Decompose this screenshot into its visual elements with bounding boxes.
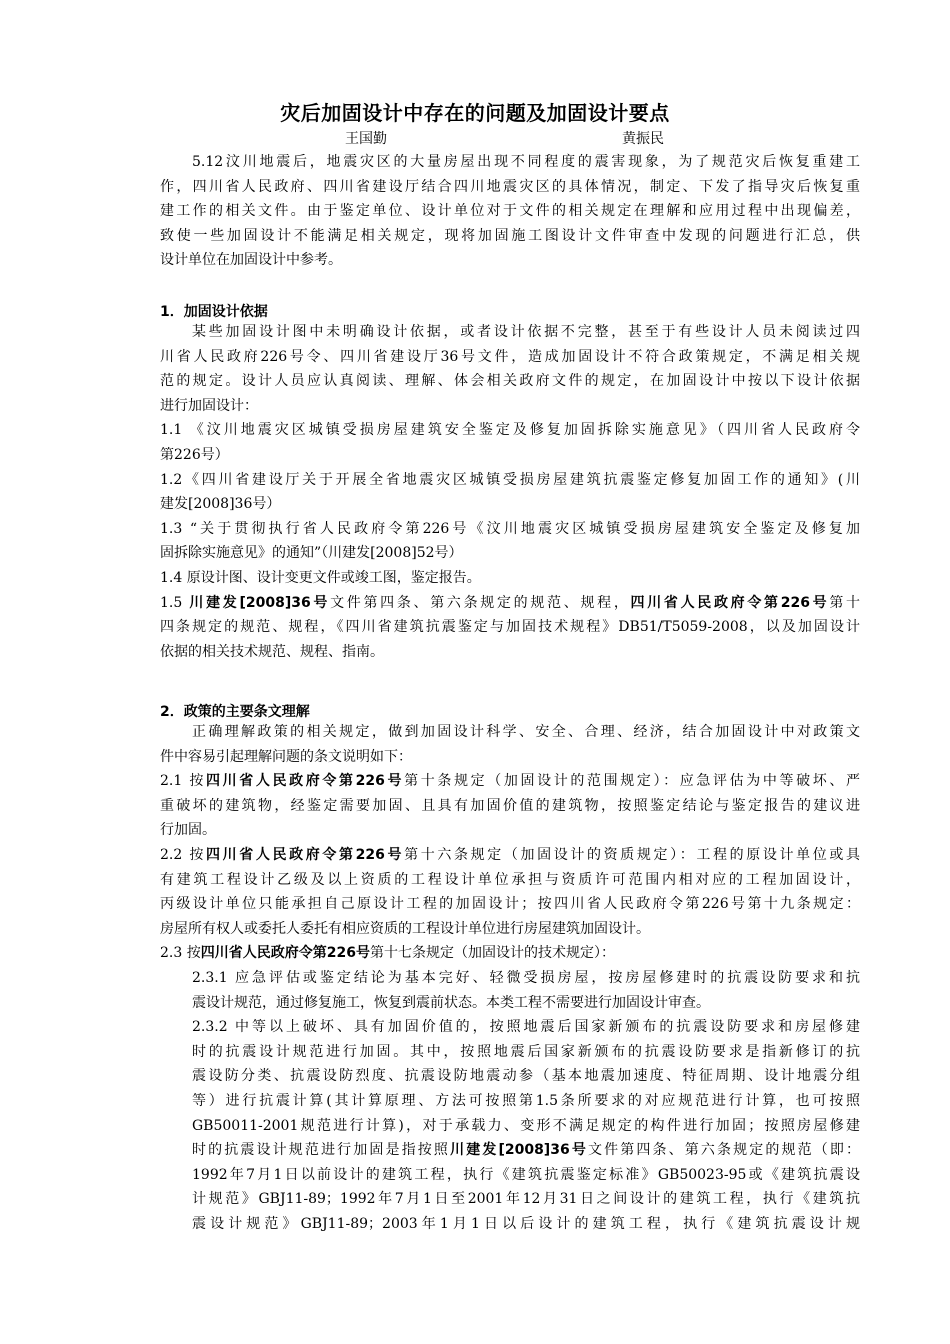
paragraph-line: 正确理解政策的相关规定，做到加固设计科学、安全、合理、经济，结合加固设计中对政策文: [192, 724, 860, 740]
item-2-2-line: 有建筑工程设计乙级及以上资质的工程设计单位承担与资质许可范围内相对应的工程加固设计，: [160, 871, 860, 888]
intro-line: 作，四川省人民政府、四川省建设厅结合四川地震灾区的具体情况，制定、下发了指导灾后恢复重: [160, 178, 860, 195]
author-1: 王国勤: [345, 131, 387, 147]
item-2-2-line: 房屋所有权人或委托人委托有相应资质的工程设计单位进行房屋建筑加固设计。: [160, 920, 650, 937]
item-1-2-line: 建发[2008]36号）: [160, 496, 281, 513]
item-1-5-line: 依据的相关技术规范、规程、指南。: [160, 643, 384, 660]
paragraph-line: 进行加固设计：: [160, 397, 258, 414]
item-1-1-line: 1.1 《汶川地震灾区城镇受损房屋建筑安全鉴定及修复加固拆除实施意见》（四川省人民政府令: [160, 422, 860, 439]
section-2-heading: 2．政策的主要条文理解: [160, 704, 310, 720]
section-1-heading: 1．加固设计依据: [160, 304, 268, 320]
item-text: 2.1 按: [160, 773, 206, 790]
item-1-1-line: 第226号）: [160, 446, 229, 463]
bold-reference: 川建发[2008]36号: [189, 594, 331, 611]
item-2-2-line: [160, 843, 860, 868]
item-1-4-line: 1.4 原设计图、设计变更文件或竣工图，鉴定报告。: [160, 569, 481, 586]
item-2-3-2-line: 2.3.2 中等以上破坏、具有加固价值的，按照地震后国家新颁布的抗震设防要求和房屋修建: [192, 1019, 860, 1036]
item-text: 2.2 按: [160, 846, 206, 863]
intro-line: 5.12汶川地震后，地震灾区的大量房屋出现不同程度的震害现象，为了规范灾后恢复重建工: [192, 154, 860, 170]
item-text: 文件第四条、第六条规定的规范（即：: [587, 1142, 860, 1159]
paragraph-line: 范的规定。设计人员应认真阅读、理解、体会相关政府文件的规定，在加固设计中按以下设计依据: [160, 373, 860, 390]
item-2-2-line: 丙级设计单位只能承担自己原设计工程的加固设计；按四川省人民政府令第226号第十九条规定：: [160, 896, 860, 913]
item-2-3-1-line: 2.3.1 应急评估或鉴定结论为基本完好、轻微受损房屋，按房屋修建时的抗震设防要求和抗: [192, 970, 860, 986]
paragraph-line: 件中容易引起理解问题的条文说明如下：: [160, 748, 412, 765]
intro-line: 建工作的相关文件。由于鉴定单位、设计单位对于文件的相关规定在理解和应用过程中出现偏差，: [160, 203, 860, 220]
item-2-3-2-line: 震设计规范》GBJ11-89；2003年1月1日以后设计的建筑工程，执行《建筑抗震设计规: [192, 1215, 860, 1232]
bold-reference: 四川省人民政府令第226号: [200, 945, 370, 962]
item-text: 第十七条规定（加固设计的技术规定）：: [369, 945, 615, 962]
item-1-5-line: 四条规定的规范、规程，《四川省建筑抗震鉴定与加固技术规程》DB51/T5059-2008，以及加固设计: [160, 619, 860, 636]
item-1-2-line: 1.2《四川省建设厅关于开展全省地震灾区城镇受损房屋建筑抗震鉴定修复加固工作的通知》(川: [160, 471, 860, 488]
item-2-3-2-line: 时的抗震设计规范进行加固。其中，按照地震后国家新颁布的抗震设防要求是指新修订的抗: [192, 1043, 860, 1060]
bold-reference: 川建发[2008]36号: [450, 1142, 588, 1159]
bold-reference: 四川省人民政府令第226号: [205, 773, 405, 790]
item-text: 第十六条规定（加固设计的资质规定）：工程的原设计单位或具: [404, 846, 860, 863]
item-1-3-line: 固拆除实施意见》的通知”（川建发[2008]52号）: [160, 545, 463, 562]
item-2-3-2-line: 计规范》GBJ11-89；1992年7月1日至2001年12月31日之间设计的建筑工程，执行《建筑抗: [192, 1191, 860, 1208]
item-text: 第十条规定（加固设计的范围规定）：应急评估为中等破坏、严: [404, 773, 860, 790]
intro-line: 致使一些加固设计不能满足相关规定，现将加固施工图设计文件审查中发现的问题进行汇总，供: [160, 227, 860, 244]
item-text: 文件第四条、第六条规定的规范、规程，: [330, 594, 631, 611]
item-2-3-2-line: GB50011-2001规范进行计算)，对于承载力、变形不满足规定的构件进行加固；按照房屋修建: [192, 1117, 860, 1134]
intro-line: 设计单位在加固设计中参考。: [160, 252, 342, 269]
paragraph-line: 某些加固设计图中未明确设计依据，或者设计依据不完整，甚至于有些设计人员未阅读过四: [192, 324, 860, 340]
item-2-3-1-line: 震设计规范，通过修复施工，恢复到震前状态。本类工程不需要进行加固设计审查。: [192, 994, 710, 1011]
item-2-3-line: [160, 941, 860, 966]
document-title: 灾后加固设计中存在的问题及加固设计要点: [280, 101, 670, 125]
item-text: 第十: [829, 594, 860, 611]
item-text: 1.5: [160, 594, 190, 611]
item-text: 时的抗震设计规范进行加固是指按照: [192, 1142, 451, 1159]
item-2-1-line: 行加固。: [160, 822, 216, 839]
item-2-3-2-line: 震设防分类、抗震设防烈度、抗震设防地震动参（基本地震加速度、特征周期、设计地震分组: [192, 1068, 860, 1085]
item-2-1-line: 重破坏的建筑物，经鉴定需要加固、且具有加固价值的建筑物，按照鉴定结论与鉴定报告的建议进: [160, 797, 860, 814]
section-2-3-subitems: [192, 966, 860, 1237]
item-1-3-line: 1.3 “关于贯彻执行省人民政府令第226号《汶川地震灾区城镇受损房屋建筑安全鉴定及修复加: [160, 520, 860, 537]
item-2-3-2-line: [192, 1138, 860, 1163]
item-2-3-2-line: 1992年7月1日以前设计的建筑工程，执行《建筑抗震鉴定标准》GB50023-95或《建筑抗震设: [192, 1166, 860, 1183]
paragraph-line: 川省人民政府226号令、四川省建设厅36号文件，造成加固设计不符合政策规定，不满足相关规: [160, 348, 860, 365]
item-2-1-line: [160, 769, 860, 794]
author-2: 黄振民: [622, 131, 664, 147]
bold-reference: 四川省人民政府令第226号: [630, 594, 830, 611]
item-text: 2.3 按: [160, 945, 201, 962]
section-2-paragraph: [160, 720, 860, 966]
item-2-3-2-line: 等）进行抗震计算(其计算原理、方法可按照第1.5条所要求的对应规范进行计算，也可按照: [192, 1092, 860, 1109]
intro-paragraph: [160, 150, 860, 273]
bold-reference: 四川省人民政府令第226号: [205, 846, 405, 863]
item-1-5-line: [160, 591, 860, 616]
section-1-paragraph: [160, 320, 860, 664]
